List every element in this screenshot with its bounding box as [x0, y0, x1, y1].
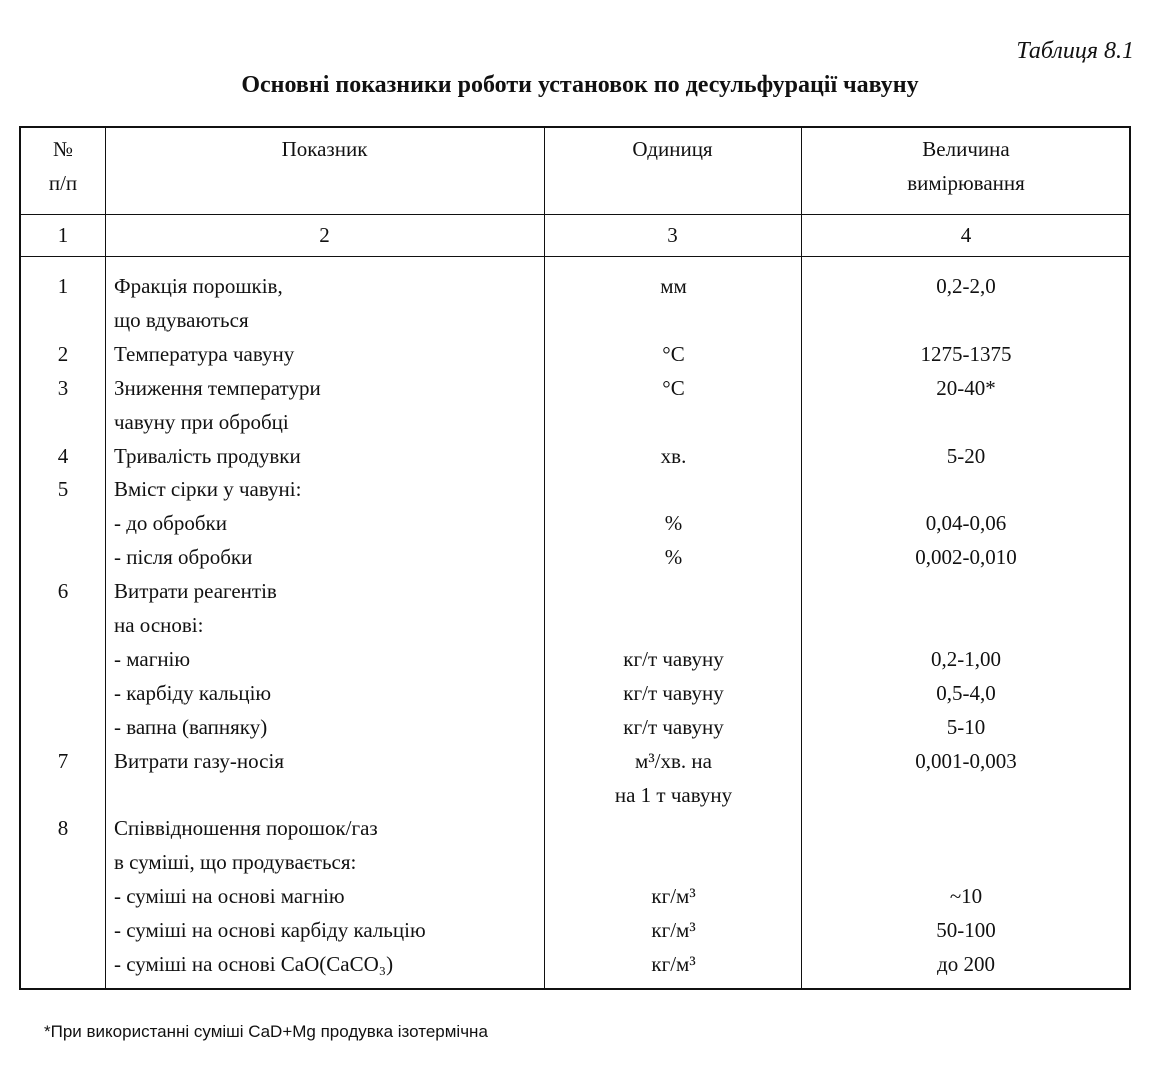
row-number: 8	[57, 816, 69, 841]
row-unit: %	[664, 511, 683, 536]
table-row	[21, 405, 1129, 439]
header-value-line2: вимірювання	[907, 171, 1025, 195]
header-number	[21, 132, 105, 200]
row-indicator: - суміші на основі магнію	[114, 884, 345, 909]
row-number: 6	[57, 579, 69, 604]
row-value: 1275-1375	[920, 341, 1012, 366]
row-unit: кг/м³	[651, 918, 696, 943]
row-value: 0,2-2,0	[936, 274, 996, 298]
row-indicator: - суміші на основі карбіду кальцію	[114, 918, 426, 943]
row-unit: мм	[660, 274, 687, 298]
table-title: Основні показники роботи установок по десульфурації чавуну	[241, 72, 919, 98]
column-number-4: 4	[960, 223, 972, 247]
row-unit: кг/м³	[651, 884, 696, 909]
row-value: 50-100	[936, 918, 996, 943]
row-value: 0,04-0,06	[925, 511, 1007, 536]
column-number-1: 1	[57, 223, 69, 247]
data-table	[19, 126, 1131, 990]
row-indicator: Витрати реагентів	[114, 579, 277, 604]
table-row	[21, 642, 1129, 676]
column-number-2: 2	[319, 223, 330, 247]
row-indicator: Зниження температури	[114, 375, 321, 400]
row-value: 0,002-0,010	[915, 545, 1017, 570]
row-indicator: - магнію	[114, 646, 191, 671]
row-value: 0,2-1,00	[931, 646, 1001, 671]
header-number-abbr: п/п	[48, 171, 78, 195]
table-label: Таблиця 8.1	[1016, 38, 1134, 64]
row-number: 5	[57, 477, 69, 502]
row-value: до 200	[937, 952, 995, 976]
header-number-sign: №	[52, 137, 74, 161]
row-value: 20-40*	[936, 375, 996, 400]
table-row	[21, 811, 1129, 845]
row-value: 5-10	[946, 714, 986, 739]
row-unit: м³/хв. на	[635, 748, 712, 773]
table-row	[21, 506, 1129, 540]
table-row	[21, 845, 1129, 879]
table-row	[21, 710, 1129, 744]
row-number: 1	[57, 274, 69, 298]
row-number: 2	[57, 341, 69, 366]
row-indicator: що вдуваються	[114, 307, 249, 332]
table-row	[21, 371, 1129, 405]
column-number-3: 3	[667, 223, 678, 247]
footnote: *При використанні суміші CaD+Mg продувка ізотермічна	[44, 1022, 488, 1041]
table-row	[21, 269, 1129, 303]
row-number: 3	[57, 375, 69, 400]
table-row	[21, 472, 1129, 506]
header-divider	[21, 214, 1129, 215]
table-row	[21, 744, 1129, 778]
row-indicator: Фракція порошків,	[114, 274, 283, 298]
table-row	[21, 913, 1129, 947]
row-unit: кг/т чавуну	[623, 680, 724, 705]
table-row	[21, 676, 1129, 710]
row-value: 5-20	[946, 443, 986, 468]
row-indicator: Температура чавуну	[114, 341, 295, 366]
table-row	[21, 947, 1129, 981]
row-value: 0,5-4,0	[936, 680, 996, 705]
row-indicator: - карбіду кальцію	[114, 680, 272, 705]
row-indicator: - суміші на основі CaO(CaCO₃)	[114, 952, 394, 976]
header-unit: Одиниця	[632, 137, 713, 161]
row-unit: кг/м³	[651, 952, 696, 976]
table-row	[21, 574, 1129, 608]
row-number: 7	[57, 748, 69, 773]
table-row	[21, 303, 1129, 337]
row-value: ~10	[949, 884, 983, 909]
header-value	[801, 132, 1131, 200]
table-row	[21, 540, 1129, 574]
table-row	[21, 608, 1129, 642]
row-indicator: - вапна (вапняку)	[114, 714, 268, 739]
table-row	[21, 879, 1129, 913]
row-unit: хв.	[660, 443, 687, 468]
row-indicator: Витрати газу-носія	[114, 748, 284, 773]
row-value: 0,001-0,003	[915, 748, 1017, 773]
table-row	[21, 337, 1129, 371]
row-indicator: Співвідношення порошок/газ	[114, 816, 378, 841]
column-number-divider	[21, 256, 1129, 257]
row-unit: °С	[662, 341, 685, 366]
row-indicator: - після обробки	[114, 545, 253, 570]
row-unit: °С	[662, 375, 685, 400]
row-indicator: чавуну при обробці	[114, 409, 289, 434]
row-unit: на 1 т чавуну	[614, 782, 733, 807]
table-row	[21, 778, 1129, 812]
row-indicator: - до обробки	[114, 511, 227, 536]
row-indicator: в суміші, що продувається:	[114, 850, 357, 875]
row-indicator: Тривалість продувки	[114, 443, 301, 468]
header-value-line1: Величина	[922, 137, 1010, 161]
row-indicator: Вміст сірки у чавуні:	[114, 477, 302, 502]
row-number: 4	[57, 443, 69, 468]
table-row	[21, 439, 1129, 473]
row-unit: кг/т чавуну	[623, 646, 724, 671]
row-indicator: на основі:	[114, 613, 204, 637]
row-unit: кг/т чавуну	[623, 714, 724, 739]
row-unit: %	[664, 545, 683, 570]
header-indicator: Показник	[281, 137, 368, 161]
